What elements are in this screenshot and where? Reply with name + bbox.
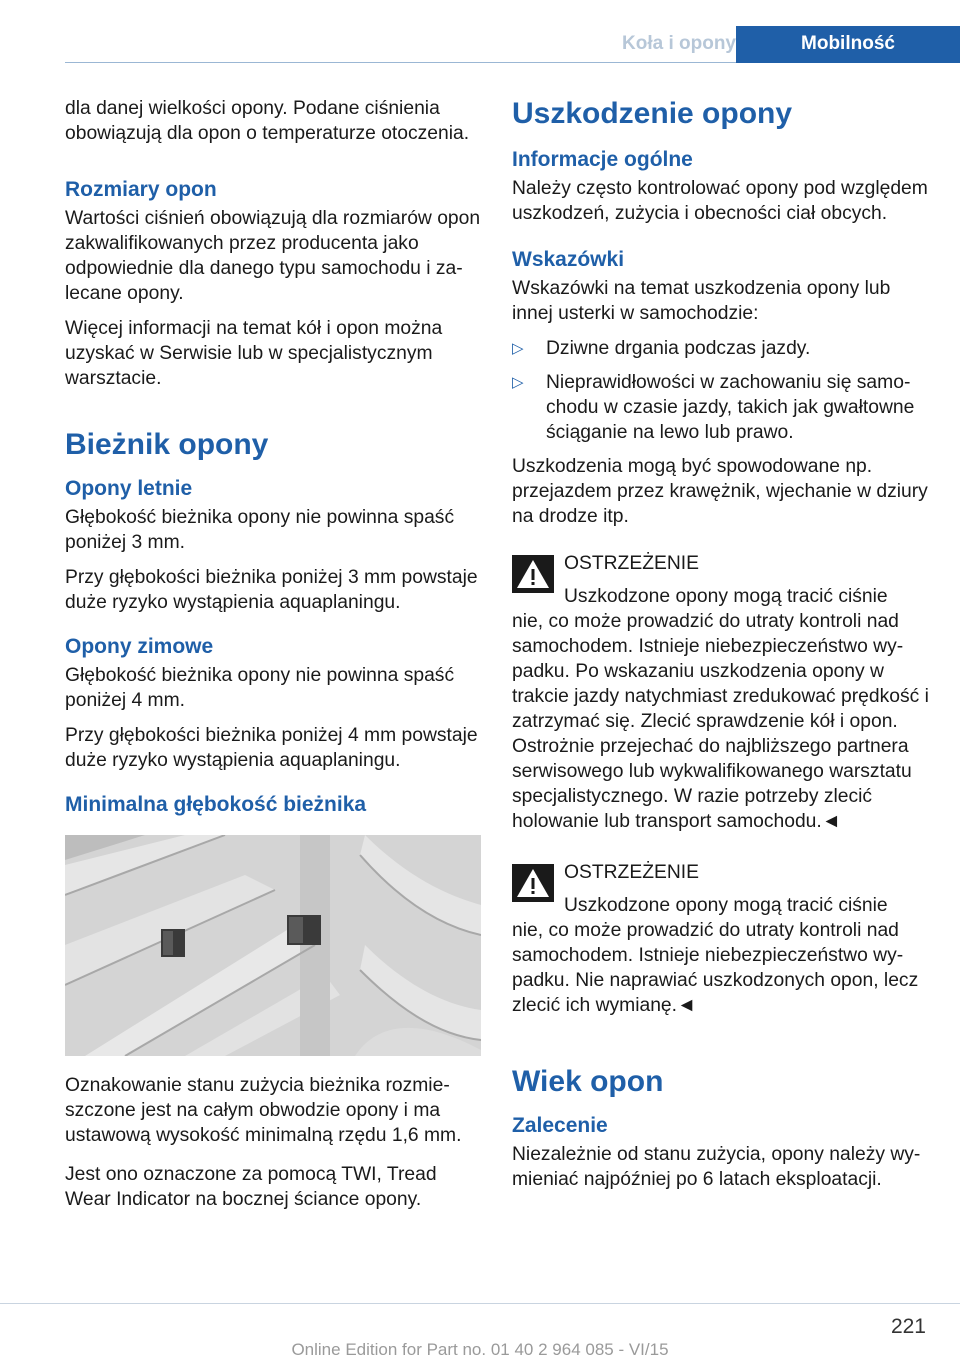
min-tread-paragraph-1: Oznakowanie stanu zużycia bieżnika rozmieszczone jest na całym obwodzie opony i ma ustawową wysokość minimalną rzędu 1,6 mm. <box>65 1075 462 1146</box>
footer-edition: Online Edition for Part no. 01 40 2 964 085 - VI/15 <box>291 1340 669 1359</box>
heading-tire-age: Wiek opon <box>512 1065 664 1098</box>
warning-first-line: Uszkodzone opony mogą tracić ciśnie <box>564 895 888 916</box>
bullet-triangle-icon: ▷ <box>512 374 524 391</box>
hints-list <box>512 336 930 445</box>
heading-hints: Wskazówki <box>512 248 625 271</box>
left-column <box>65 96 483 1222</box>
general-paragraph: Należy często kontrolować opony pod względem uszkodzeń, zużycia i obecności ciał obcych. <box>512 178 928 224</box>
tread-wear-indicator-image <box>65 835 481 1056</box>
page-number: 221 <box>890 1315 926 1338</box>
summer-paragraph-2: Przy głębokości bieżnika poniżej 3 mm powstaje duże ryzyko wystąpienia aquaplaningu. <box>65 567 478 613</box>
summer-paragraph-1: Głębokość bieżnika opony nie powinna spaść poniżej 3 mm. <box>65 507 455 553</box>
hints-paragraph: Wskazówki na temat uszkodzenia opony lub innej usterki w samochodzie: <box>512 278 891 324</box>
heading-tire-sizes: Rozmiary opon <box>65 178 217 201</box>
list-item: ▷ Nieprawidłowości w zachowaniu się samochodu w czasie jazdy, takich jak gwałtowne ściąganie na lewo lub prawo. <box>512 372 915 443</box>
header-section: Koła i opony <box>622 33 736 54</box>
warning-title: OSTRZEŻENIE <box>564 862 699 883</box>
heading-winter-tires: Opony zimowe <box>65 635 214 658</box>
heading-recommendation: Zalecenie <box>512 1114 608 1137</box>
min-tread-paragraph-2: Jest ono oznaczone za pomocą TWI, Tread Wear Indicator na bocznej ściance opony. <box>65 1164 437 1210</box>
warning-title: OSTRZEŻENIE <box>564 553 699 574</box>
warning-triangle-icon <box>512 864 554 902</box>
right-column <box>512 96 930 1202</box>
warning-block-1 <box>512 551 930 834</box>
heading-general-info: Informacje ogólne <box>512 148 693 171</box>
heading-tire-damage: Uszkodzenie opony <box>512 97 793 130</box>
bullet-triangle-icon: ▷ <box>512 340 524 357</box>
warning-text: nie, co może prowadzić do utraty kontroli nad samochodem. Istnieje niebezpieczeństwo wypadku. Nie naprawiać uszkodzonych opon, lecz zlecić ich wymianę.◄ <box>512 920 919 1016</box>
heading-min-tread: Minimalna głębokość bieżnika <box>65 793 367 816</box>
heading-summer-tires: Opony letnie <box>65 477 193 500</box>
warning-first-line: Uszkodzone opony mogą tracić ciśnie <box>564 586 888 607</box>
intro-paragraph: dla danej wielkości opony. Podane ciśnienia obowiązują dla opon o temperaturze otoczenia. <box>65 98 470 144</box>
warning-text: nie, co może prowadzić do utraty kontroli nad samochodem. Istnieje niebezpieczeństwo wypadku. Po wskazaniu uszkodzenia opony w trakcie jazdy natychmiast zredukować prędkość i zatrzymać się. Zlecić sprawdzenie kół i opon. Ostrożnie przejechać do najbliższego partnera serwisowego lub wykwalifikowanego warsztatu specjalistycznego. W razie potrzeby zlecić holowanie lub transport samochodu.◄ <box>512 611 929 832</box>
winter-paragraph-1: Głębokość bieżnika opony nie powinna spaść poniżej 4 mm. <box>65 665 455 711</box>
causes-paragraph: Uszkodzenia mogą być spowodowane np. przejazdem przez krawężnik, wjechanie w dziury na drodze itp. <box>512 456 928 527</box>
warning-triangle-icon <box>512 555 554 593</box>
header-chapter-tab: Mobilność <box>736 26 960 63</box>
winter-paragraph-2: Przy głębokości bieżnika poniżej 4 mm powstaje duże ryzyko wystąpienia aquaplaningu. <box>65 725 478 771</box>
recommendation-paragraph: Niezależnie od stanu zużycia, opony należy wymieniać najpóźniej po 6 latach eksploatacji. <box>512 1144 921 1190</box>
sizes-paragraph-1: Wartości ciśnień obowiązują dla rozmiarów opon zakwalifikowanych przez producenta jako odpowiednie dla danego typu samochodu i zalecane opony. <box>65 208 481 304</box>
footer-rule <box>0 1303 960 1304</box>
sizes-paragraph-2: Więcej informacji na temat kół i opon można uzyskać w Serwisie lub w specjalistycznym warsztacie. <box>65 318 443 389</box>
list-item: ▷ Dziwne drgania podczas jazdy. <box>512 338 811 359</box>
heading-tread: Bieżnik opony <box>65 428 269 461</box>
warning-block-2 <box>512 860 930 1018</box>
